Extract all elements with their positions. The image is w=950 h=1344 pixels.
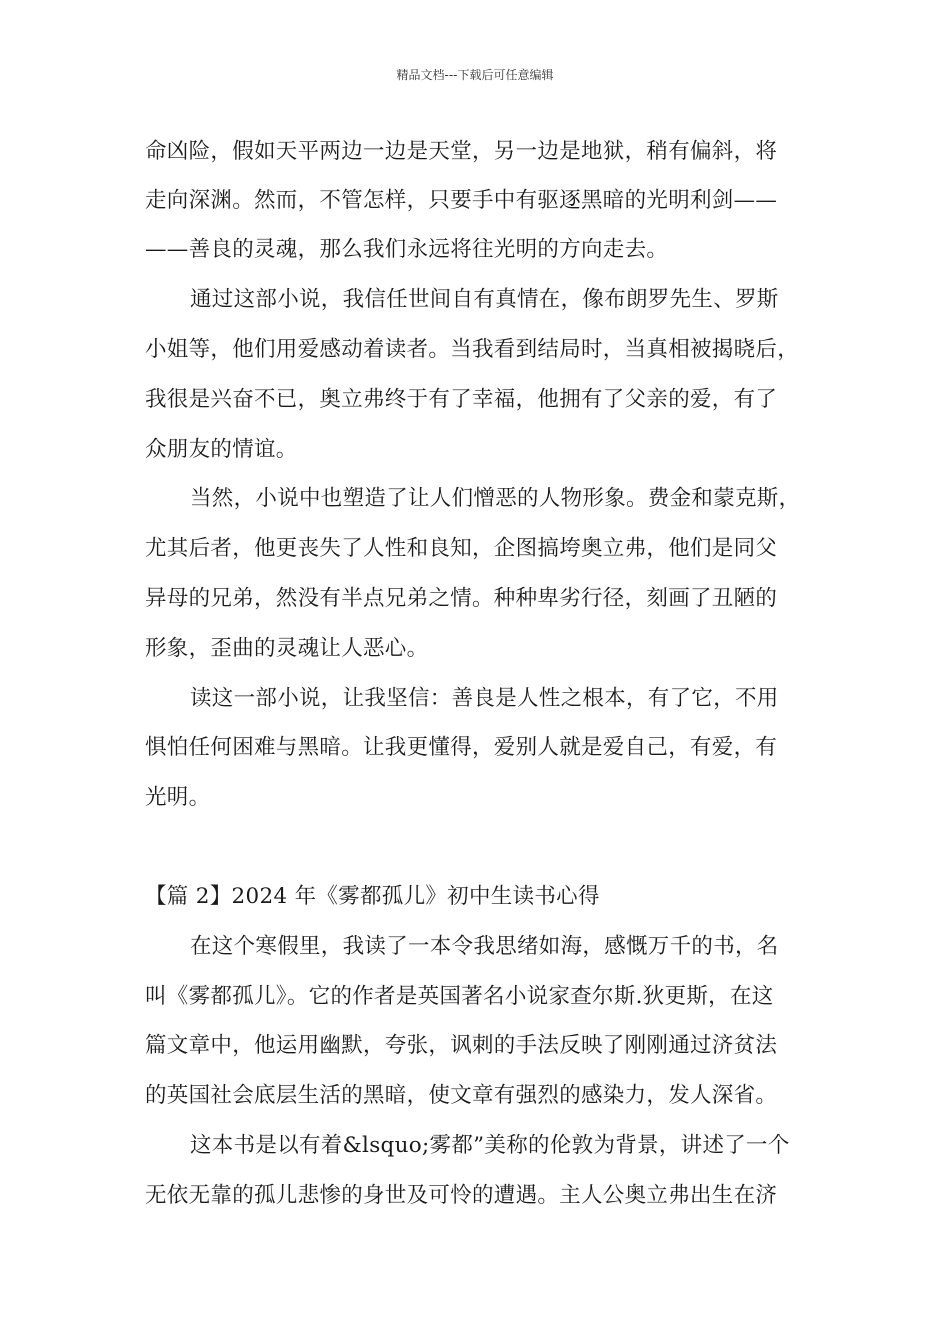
section-heading: 【篇 2】2024 年《雾都孤儿》初中生读书心得 [145, 884, 600, 909]
paragraph-start-line: 当然，小说中也塑造了让人们憎恶的人物形象。费金和蒙克斯， [190, 486, 801, 511]
text-line: 众朋友的情谊。 [145, 437, 298, 462]
text-line: ——善良的灵魂，那么我们永远将往光明的方向走去。 [145, 237, 669, 262]
text-line: 我很是兴奋不已，奥立弗终于有了幸福，他拥有了父亲的爱，有了 [145, 387, 778, 412]
page-header: 精品文档---下载后可任意编辑 [396, 68, 554, 82]
text-line: 惧怕任何困难与黑暗。让我更懂得，爱别人就是爱自己，有爱，有 [145, 735, 778, 760]
text-line: 走向深渊。然而，不管怎样，只要手中有驱逐黑暗的光明利剑—— [145, 188, 778, 213]
text-line: 形象，歪曲的灵魂让人恶心。 [145, 636, 429, 661]
paragraph-start-line: 读这一部小说，让我坚信：善良是人性之根本，有了它，不用 [190, 686, 779, 711]
paragraph-start-line: 通过这部小说，我信任世间自有真情在，像布朗罗先生、罗斯 [190, 287, 779, 312]
text-line: 光明。 [145, 785, 211, 810]
text-line: 篇文章中，他运用幽默，夸张，讽刺的手法反映了刚刚通过济贫法 [145, 1033, 778, 1058]
text-line: 无依无靠的孤儿悲惨的身世及可怜的遭遇。主人公奥立弗出生在济 [145, 1183, 778, 1208]
text-line: 命凶险，假如天平两边一边是天堂，另一边是地狱，稍有偏斜，将 [145, 139, 778, 164]
text-line: 的英国社会底层生活的黑暗，使文章有强烈的感染力，发人深省。 [145, 1083, 778, 1108]
text-line: 小姐等，他们用爱感动着读者。当我看到结局时，当真相被揭晓后， [145, 337, 800, 362]
text-line: 叫《雾都孤儿》。它的作者是英国著名小说家查尔斯.狄更斯，在这 [145, 984, 774, 1009]
text-line: 尤其后者，他更丧失了人性和良知，企图搞垮奥立弗，他们是同父 [145, 536, 778, 561]
paragraph-start-line: 这本书是以有着&lsquo;雾都”美称的伦敦为背景，讲述了一个 [190, 1133, 790, 1158]
text-line: 异母的兄弟，然没有半点兄弟之情。种种卑劣行径，刻画了丑陋的 [145, 586, 778, 611]
paragraph-start-line: 在这个寒假里，我读了一本令我思绪如海，感慨万千的书，名 [190, 934, 779, 959]
